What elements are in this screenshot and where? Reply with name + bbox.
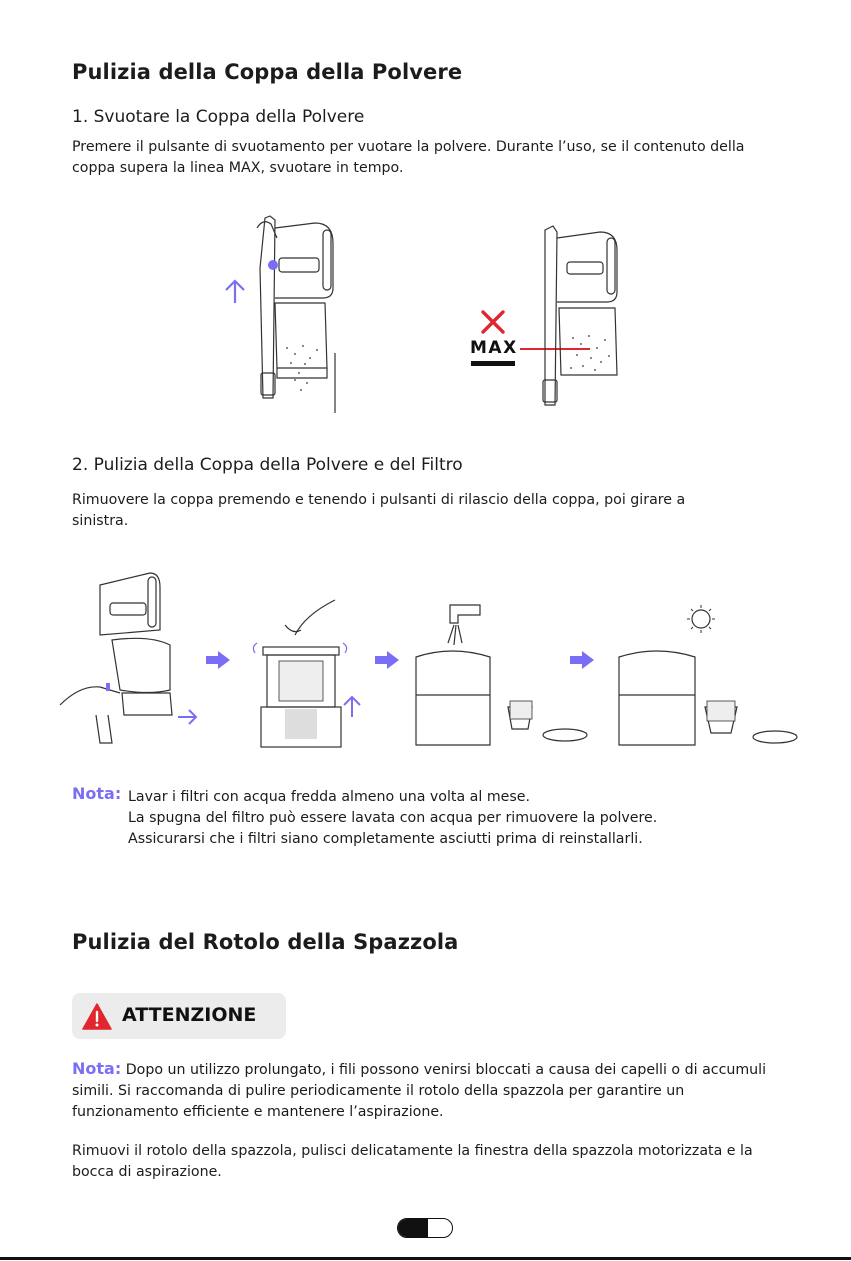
step1-heading: 1. Svuotare la Coppa della Polvere (72, 107, 365, 127)
filter-removal-illustration (245, 595, 355, 750)
note-paragraph (72, 1058, 787, 1123)
step2-heading: 2. Pulizia della Coppa della Polvere e del Filtro (72, 455, 463, 475)
note-text: Dopo un utilizzo prolungato, i fili possono venirsi bloccati a causa dei capelli o di accumuli simili. Si raccomanda di pulire periodicamente il rotolo della spazzola per garantire un funzionamento efficiente e mantenere l’aspirazione. (72, 1062, 767, 1120)
vacuum-empty-illustration (215, 208, 355, 416)
arrow-right-icon (176, 708, 200, 726)
arrow-right-icon (206, 651, 230, 669)
note-line: La spugna del filtro può essere lavata con acqua per rimuovere la polvere. (128, 810, 658, 826)
arrow-right-icon (570, 651, 594, 669)
step1-text: Premere il pulsante di svuotamento per vuotare la polvere. Durante l’uso, se il contenuto della coppa supera la linea MAX, svuotare in tempo. (72, 139, 745, 176)
arrow-up-icon (224, 278, 246, 304)
sun-icon (685, 603, 717, 635)
dry-filter-illustration (615, 645, 805, 755)
warning-badge (72, 993, 286, 1039)
note-line: Assicurarsi che i filtri siano completamente asciutti prima di reinstallarli. (128, 831, 643, 847)
max-underline (471, 361, 515, 366)
remove-cup-illustration (60, 565, 190, 745)
max-label: MAX (470, 338, 518, 358)
close-icon (480, 309, 506, 335)
page-indicator (397, 1218, 453, 1238)
section-title: Pulizia del Rotolo della Spazzola (72, 930, 459, 954)
arrow-up-icon (342, 694, 362, 718)
note-label: Nota: (72, 784, 122, 803)
note-label: Nota: (72, 1059, 122, 1078)
arrow-right-icon (375, 651, 399, 669)
note-line: Lavar i filtri con acqua fredda almeno una volta al mese. (128, 789, 531, 805)
instruction-text: Rimuovi il rotolo della spazzola, pulisci delicatamente la finestra della spazzola motorizzata e la bocca di aspirazione. (72, 1143, 753, 1180)
warning-icon (82, 1003, 112, 1030)
bottom-divider (0, 1257, 851, 1260)
step2-text: Rimuovere la coppa premendo e tenendo i pulsanti di rilascio della coppa, poi girare a sinistra. (72, 492, 686, 529)
vacuum-max-illustration (535, 220, 635, 410)
warning-text: ATTENZIONE (122, 1004, 257, 1026)
page-title: Pulizia della Coppa della Polvere (72, 60, 463, 84)
wash-filter-illustration (410, 595, 590, 750)
